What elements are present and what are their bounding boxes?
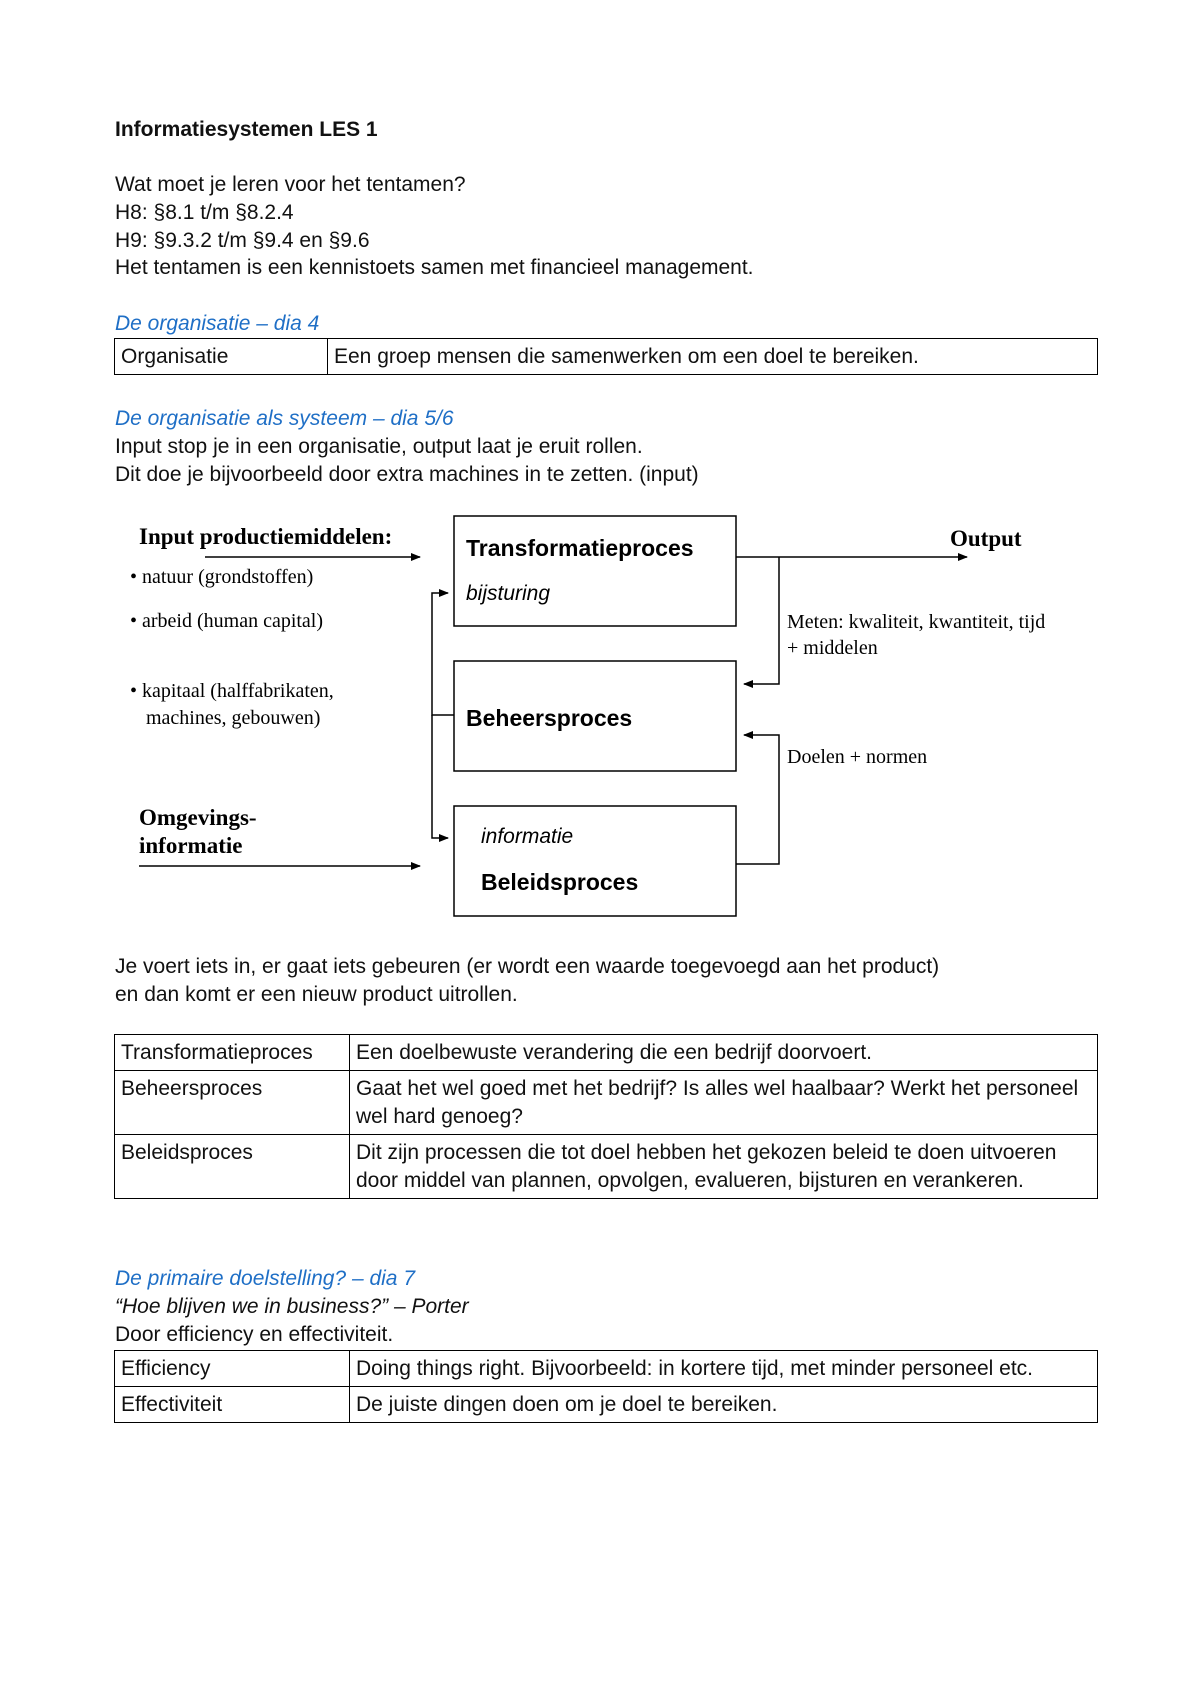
input-label: Input productiemiddelen: bbox=[139, 524, 393, 549]
term-cell: Transformatieproces bbox=[115, 1035, 350, 1071]
process-definition-table bbox=[114, 1034, 1098, 1199]
definition-cell: Gaat het wel goed met het bedrijf? Is alles wel haalbaar? Werkt het personeel wel hard genoeg? bbox=[350, 1071, 1098, 1135]
informatie-arrow bbox=[432, 715, 448, 838]
section-heading-doelstelling: De primaire doelstelling? – dia 7 bbox=[115, 1267, 415, 1290]
bijsturing-arrow bbox=[432, 593, 454, 715]
table-row bbox=[115, 1351, 1098, 1387]
definition-cell: Doing things right. Bijvoorbeeld: in kortere tijd, met minder personeel etc. bbox=[350, 1351, 1098, 1387]
table-row bbox=[115, 1387, 1098, 1423]
after-diagram-line-1: Je voert iets in, er gaat iets gebeuren (er wordt een waarde toegevoegd aan het product) bbox=[115, 955, 940, 978]
term-cell: Beheersproces bbox=[115, 1071, 350, 1135]
page-title: Informatiesystemen LES 1 bbox=[115, 118, 378, 141]
table-row bbox=[115, 1135, 1098, 1199]
organisation-system-diagram bbox=[0, 500, 1200, 930]
systeem-line-2: Dit doe je bijvoorbeeld door extra machines in te zetten. (input) bbox=[115, 463, 699, 486]
porter-quote: “Hoe blijven we in business?” – Porter bbox=[115, 1295, 469, 1318]
input-item-kapitaal: • kapitaal (halffabrikaten, bbox=[130, 680, 334, 702]
intro-note: Het tentamen is een kennistoets samen met financieel management. bbox=[115, 256, 754, 279]
table-row bbox=[115, 1071, 1098, 1135]
definition-cell: Dit zijn processen die tot doel hebben het gekozen beleid te doen uitvoeren door middel van plannen, opvolgen, evalueren, bijsturen en verankeren. bbox=[350, 1135, 1098, 1199]
table-row bbox=[115, 339, 1098, 375]
meten-label-1: Meten: kwaliteit, kwantiteit, tijd bbox=[787, 611, 1046, 633]
meten-arrow bbox=[744, 557, 779, 684]
beleids-box bbox=[454, 806, 736, 916]
table-row bbox=[115, 1035, 1098, 1071]
env-label-2: informatie bbox=[139, 833, 243, 858]
input-item-natuur: • natuur (grondstoffen) bbox=[130, 566, 314, 588]
doelen-label: Doelen + normen bbox=[787, 746, 928, 768]
intro-h8: H8: §8.1 t/m §8.2.4 bbox=[115, 201, 294, 224]
intro-h9: H9: §9.3.2 t/m §9.4 en §9.6 bbox=[115, 229, 370, 252]
definition-cell: Een groep mensen die samenwerken om een doel te bereiken. bbox=[328, 339, 1098, 375]
meten-label-2: + middelen bbox=[787, 637, 878, 659]
term-cell: Beleidsproces bbox=[115, 1135, 350, 1199]
definition-cell: Een doelbewuste verandering die een bedrijf doorvoert. bbox=[350, 1035, 1098, 1071]
transformatie-title: Transformatieproces bbox=[466, 535, 694, 561]
beheers-title: Beheersproces bbox=[466, 705, 633, 731]
bijsturing-label: bijsturing bbox=[466, 582, 551, 605]
term-cell: Effectiviteit bbox=[115, 1387, 350, 1423]
doelen-arrow bbox=[736, 735, 779, 864]
systeem-line-1: Input stop je in een organisatie, output laat je eruit rollen. bbox=[115, 435, 643, 458]
output-label: Output bbox=[950, 526, 1022, 551]
intro-question: Wat moet je leren voor het tentamen? bbox=[115, 173, 466, 196]
transformatie-box bbox=[454, 516, 736, 626]
definition-table-organisatie bbox=[114, 338, 1098, 375]
section-heading-systeem: De organisatie als systeem – dia 5/6 bbox=[115, 407, 454, 430]
beleids-title: Beleidsproces bbox=[481, 869, 639, 895]
efficiency-table bbox=[114, 1350, 1098, 1423]
input-item-kapitaal-cont: machines, gebouwen) bbox=[146, 707, 321, 729]
section-heading-organisatie: De organisatie – dia 4 bbox=[115, 312, 320, 335]
efficiency-intro: Door efficiency en effectiviteit. bbox=[115, 1323, 394, 1346]
definition-cell: De juiste dingen doen om je doel te bereiken. bbox=[350, 1387, 1098, 1423]
term-cell: Efficiency bbox=[115, 1351, 350, 1387]
env-label-1: Omgevings- bbox=[139, 805, 257, 830]
after-diagram-line-2: en dan komt er een nieuw product uitrollen. bbox=[115, 983, 518, 1006]
term-cell: Organisatie bbox=[115, 339, 328, 375]
informatie-label: informatie bbox=[481, 825, 574, 848]
input-item-arbeid: • arbeid (human capital) bbox=[130, 610, 324, 632]
